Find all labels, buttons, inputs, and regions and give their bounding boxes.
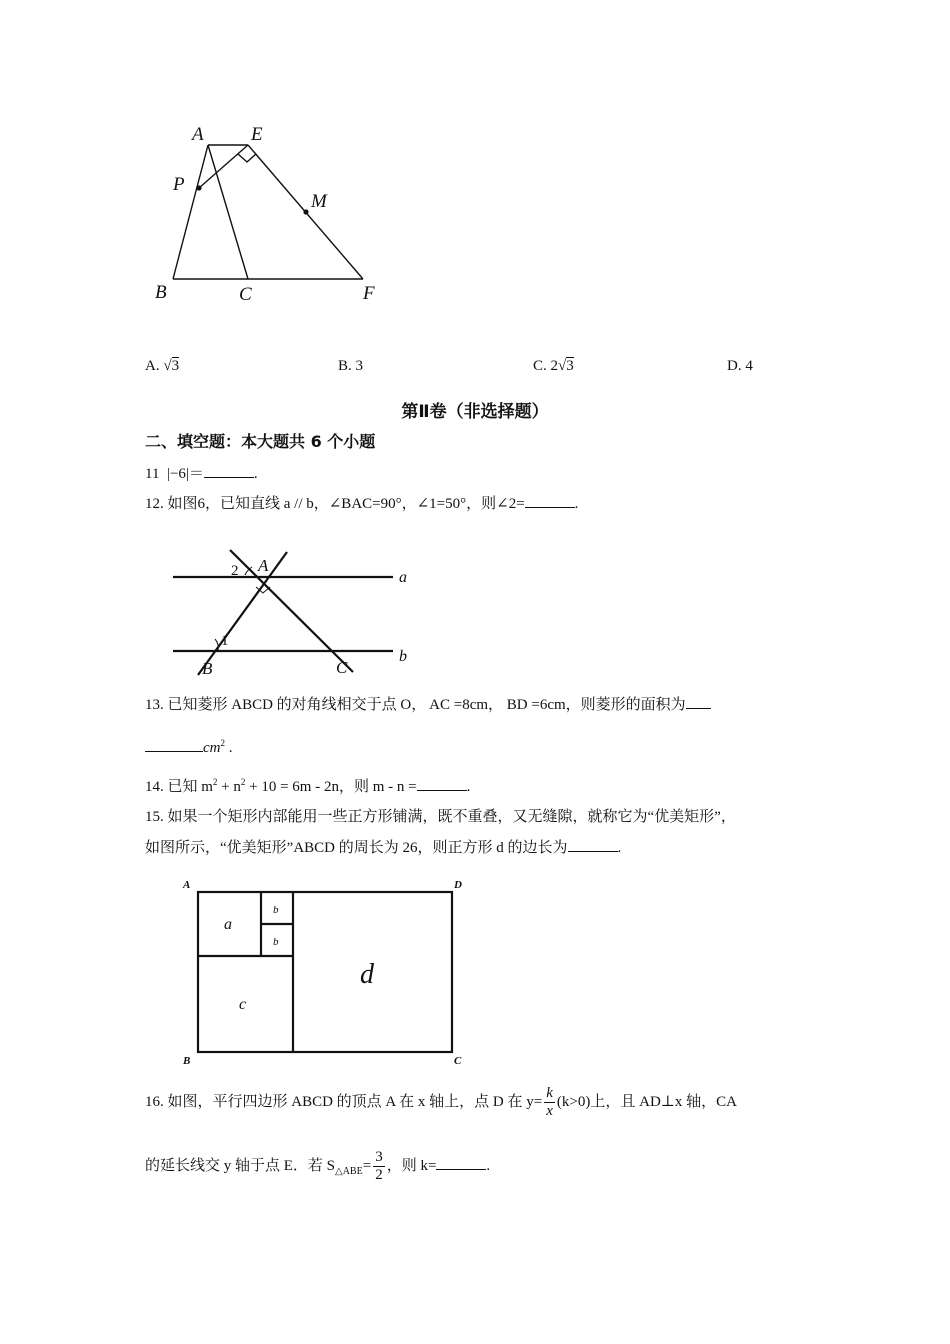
label-C: C — [239, 284, 252, 305]
question-16-line2: 的延长线交 y 轴于点 E．若 $S_{\triangle ABE}=$ $\frac{3}{2}$ ，则 k= . — [145, 1149, 491, 1184]
answer-blank[interactable] — [417, 776, 467, 791]
label-1: 1 — [221, 633, 229, 649]
question-14: 14. 已知 $m^2 + n^2 + 10 = 6m - 2n$，则 m - n = . — [145, 777, 471, 795]
sqrt-icon: √ — [163, 358, 172, 374]
label-2: 2 — [231, 563, 239, 579]
label-F: F — [363, 283, 375, 304]
question-13: 13. 已知菱形 ABCD 的对角线相交于点 O， AC =8cm， BD =6cm，则菱形的面积为 — [145, 694, 711, 715]
label-B: B — [202, 659, 213, 678]
part2-title: 第Ⅱ卷（非选择题） — [401, 402, 549, 422]
choice-a: A. √3 — [145, 358, 180, 374]
question-13-continued: $cm^2$ . — [145, 733, 233, 758]
square-a: a — [224, 916, 232, 933]
question-15-line1: 15. 如果一个矩形内部能用一些正方形铺满，既不重叠，又无缝隙，就称它为“优美矩形”， — [145, 809, 736, 825]
label-b: b — [399, 648, 407, 665]
label-A: A — [258, 556, 269, 575]
square-c: c — [239, 996, 247, 1013]
label-D: D — [454, 879, 462, 891]
question-11: 11 |−6|＝ . — [145, 463, 258, 484]
answer-blank[interactable] — [525, 493, 575, 508]
label-P: P — [173, 174, 185, 195]
square-b2: b — [273, 936, 279, 948]
rectangle-squares-figure — [178, 874, 473, 1069]
label-E: E — [251, 124, 263, 145]
parallel-lines-figure — [170, 545, 420, 680]
sqrt-icon: √ — [558, 358, 567, 374]
label-B: B — [183, 1055, 191, 1067]
label-B: B — [155, 282, 167, 303]
choice-d: D. 4 — [727, 358, 753, 374]
choice-b: B. 3 — [338, 358, 364, 374]
section-title: 二、填空题：本大题共 6 个小题 — [145, 432, 376, 451]
answer-blank[interactable] — [436, 1155, 486, 1170]
question-15-line2: 如图所示，“优美矩形”ABCD 的周长为 26，则正方形 d 的边长为 . — [145, 837, 621, 858]
choice-c: C. 2√3 — [533, 358, 574, 374]
square-d: d — [360, 959, 374, 990]
label-M: M — [311, 191, 327, 212]
question-16-line1: 16. 如图，平行四边形 ABCD 的顶点 A 在 x 轴上，点 D 在 y= $\frac{k}{x}$ (k>0)上，且 AD⊥x 轴，CA — [145, 1085, 737, 1120]
answer-blank[interactable] — [204, 463, 254, 478]
label-A: A — [192, 124, 204, 145]
label-C: C — [454, 1055, 462, 1067]
question-12: 12. 如图6，已知直线 a // b，∠BAC=90°，∠1=50°，则∠2= . — [145, 493, 578, 514]
answer-blank[interactable] — [145, 737, 203, 752]
label-C: C — [336, 658, 348, 677]
fraction-3-over-2: $\frac{3}{2}$ — [375, 1149, 383, 1184]
answer-blank[interactable] — [686, 694, 711, 709]
square-b1: b — [273, 904, 279, 916]
label-a: a — [399, 569, 407, 586]
answer-blank[interactable] — [568, 837, 618, 852]
geometry-figure-top — [150, 115, 390, 315]
fraction-k-over-x: $\frac{k}{x}$ — [546, 1085, 553, 1120]
label-A: A — [183, 879, 191, 891]
